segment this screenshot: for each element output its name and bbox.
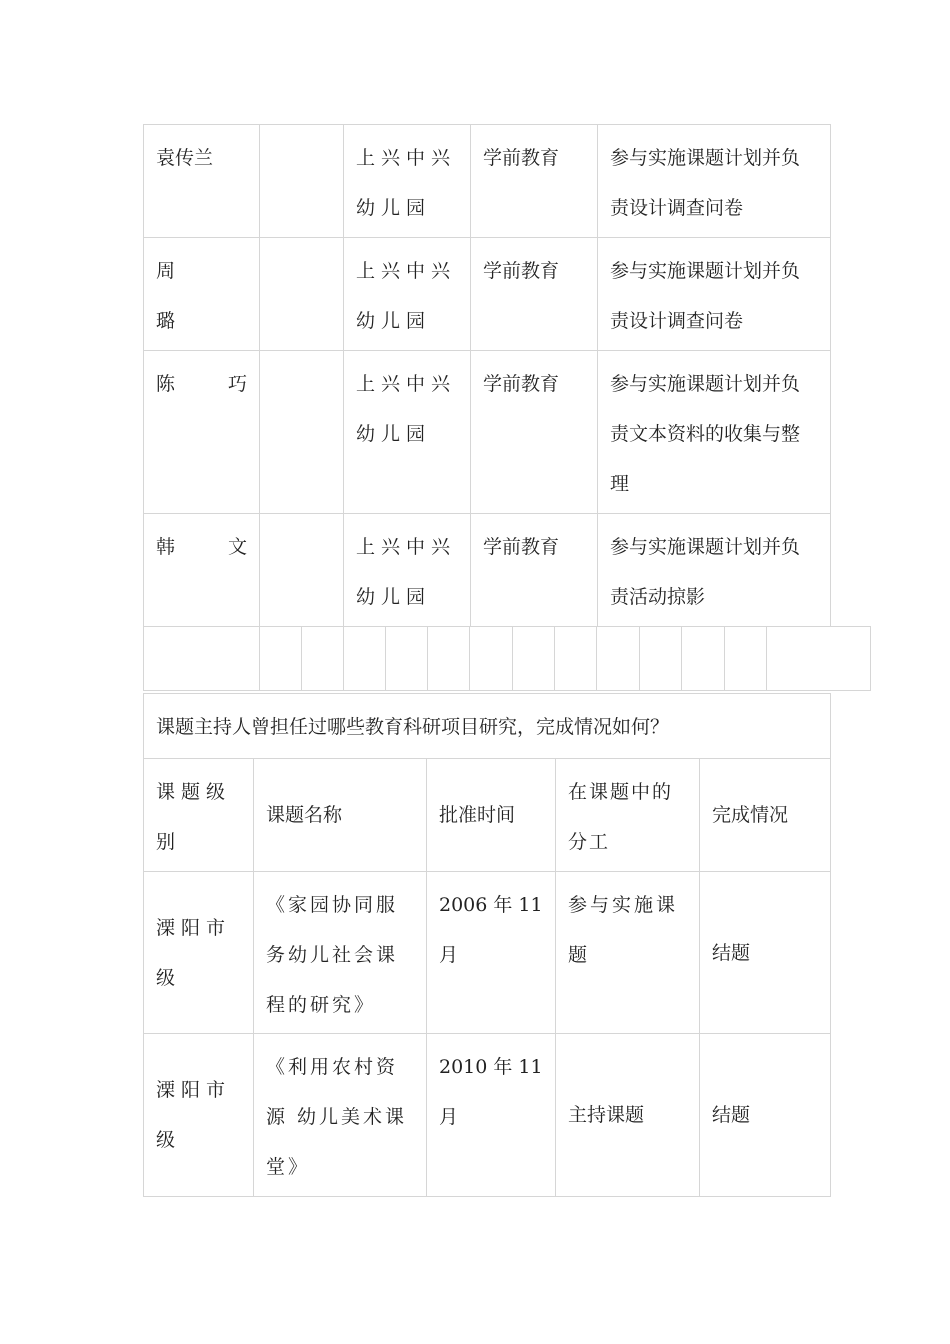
header-title: 课题名称 xyxy=(254,759,427,872)
member-role: 参与实施课题计划并负责设计调查问卷 xyxy=(598,238,831,351)
table-row xyxy=(144,694,831,759)
history-role: 参与实施课题 xyxy=(556,872,700,1034)
history-status: 结题 xyxy=(700,872,831,1034)
member-name-line: 周 xyxy=(156,260,176,282)
member-unit: 上兴中兴幼儿园 xyxy=(344,514,471,627)
history-title: 《利用农村资源 幼儿美术课堂》 xyxy=(254,1034,427,1197)
empty-grid-cell xyxy=(428,627,470,691)
empty-grid-cell xyxy=(513,627,555,691)
member-name-part: 韩 xyxy=(156,536,176,558)
member-name: 袁传兰 xyxy=(144,125,260,238)
empty-grid-cell xyxy=(555,627,597,691)
member-name xyxy=(144,351,260,514)
header-level: 课题级别 xyxy=(144,759,254,872)
table-row xyxy=(144,1034,831,1197)
table-row xyxy=(144,514,831,627)
empty-grid-table xyxy=(143,626,871,691)
empty-grid-cell xyxy=(344,627,386,691)
table-row xyxy=(144,125,831,238)
member-empty-cell xyxy=(260,125,344,238)
member-name xyxy=(144,238,260,351)
empty-grid-cell xyxy=(640,627,682,691)
empty-grid-cell xyxy=(470,627,513,691)
member-name xyxy=(144,514,260,627)
member-unit: 上兴中兴幼儿园 xyxy=(344,125,471,238)
history-role: 主持课题 xyxy=(556,1034,700,1197)
empty-grid-cell xyxy=(597,627,640,691)
member-name-part: 文 xyxy=(227,536,247,558)
empty-grid-cell xyxy=(302,627,344,691)
table-row xyxy=(144,238,831,351)
table-row xyxy=(144,351,831,514)
member-specialty: 学前教育 xyxy=(471,125,598,238)
history-date: 2010 年 11 月 xyxy=(427,1034,556,1197)
member-unit: 上兴中兴幼儿园 xyxy=(344,351,471,514)
member-specialty: 学前教育 xyxy=(471,351,598,514)
research-history-table xyxy=(143,693,831,1197)
member-unit: 上兴中兴幼儿园 xyxy=(344,238,471,351)
member-empty-cell xyxy=(260,238,344,351)
history-question: 课题主持人曾担任过哪些教育科研项目研究，完成情况如何？ xyxy=(144,694,831,759)
member-name-line: 璐 xyxy=(156,310,176,332)
header-date: 批准时间 xyxy=(427,759,556,872)
history-title: 《家园协同服务幼儿社会课程的研究》 xyxy=(254,872,427,1034)
member-role: 参与实施课题计划并负责设计调查问卷 xyxy=(598,125,831,238)
empty-grid-cell xyxy=(725,627,767,691)
document-page xyxy=(143,124,830,1197)
member-name-part: 巧 xyxy=(227,373,247,395)
empty-grid-cell xyxy=(682,627,725,691)
members-table xyxy=(143,124,831,627)
table-header-row xyxy=(144,759,831,872)
history-level: 溧阳市级 xyxy=(144,1034,254,1197)
empty-grid-cell xyxy=(260,627,302,691)
empty-grid-cell xyxy=(767,627,871,691)
table-row xyxy=(144,872,831,1034)
member-empty-cell xyxy=(260,514,344,627)
empty-grid-cell xyxy=(386,627,428,691)
member-role: 参与实施课题计划并负责文本资料的收集与整理 xyxy=(598,351,831,514)
member-empty-cell xyxy=(260,351,344,514)
empty-grid-row xyxy=(144,627,871,691)
header-status: 完成情况 xyxy=(700,759,831,872)
member-specialty: 学前教育 xyxy=(471,514,598,627)
header-role: 在课题中的分工 xyxy=(556,759,700,872)
history-date: 2006 年 11 月 xyxy=(427,872,556,1034)
member-name-part: 陈 xyxy=(156,373,176,395)
member-role: 参与实施课题计划并负责活动掠影 xyxy=(598,514,831,627)
history-level: 溧阳市级 xyxy=(144,872,254,1034)
empty-grid-cell xyxy=(144,627,260,691)
history-status: 结题 xyxy=(700,1034,831,1197)
member-specialty: 学前教育 xyxy=(471,238,598,351)
